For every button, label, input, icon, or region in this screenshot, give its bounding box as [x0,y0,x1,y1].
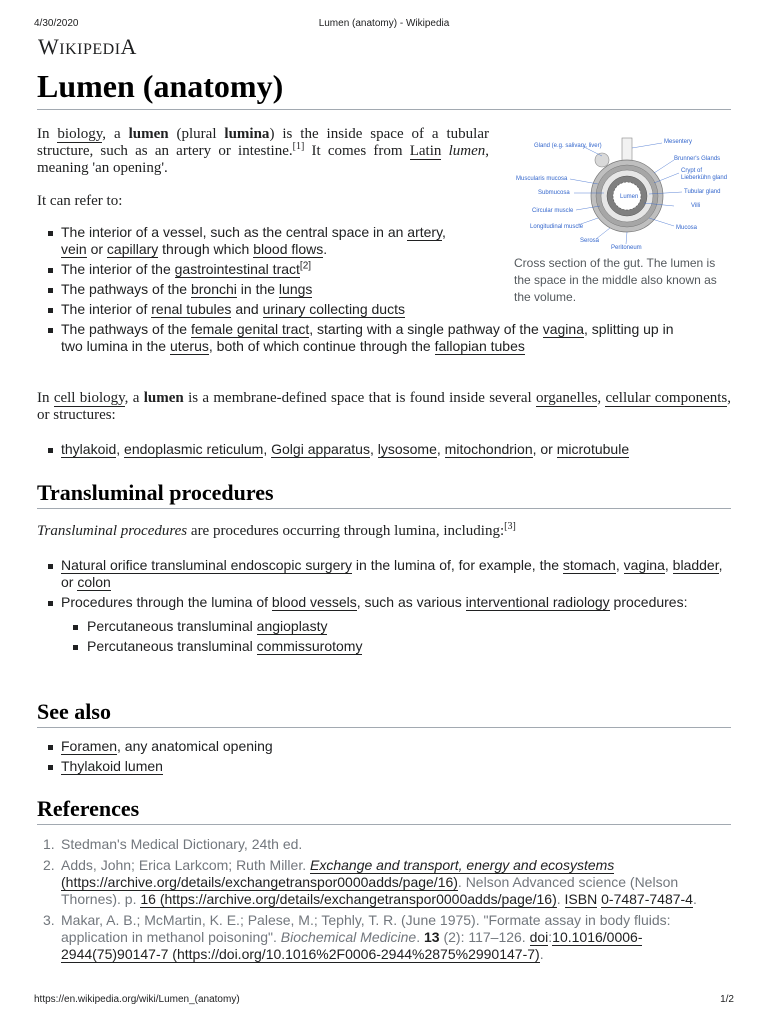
link-doi[interactable]: doi [529,929,549,945]
ref-1[interactable]: [1] [292,141,305,152]
see-also-list [37,738,731,775]
print-header [34,18,734,30]
link-golgi[interactable]: Golgi apparatus [271,441,370,457]
label-muscularis: Muscularis mucosa [516,176,568,182]
list-item: thylakoid, endoplasmic reticulum, Golgi apparatus, lysosome, mitochondrion, or microtubule [37,441,731,458]
link-urinary-ducts[interactable]: urinary collecting ducts [262,301,405,317]
label-mucosa: Mucosa [676,225,698,231]
label-mesentery: Mesentery [664,139,693,145]
list-item: The interior of a vessel, such as the central space in an artery, vein or capillary through which blood flows. [37,224,451,258]
cell-biology-paragraph: In cell biology, a lumen is a membrane-defined space that is found inside several organelles, cellular components, or structures: [37,390,732,423]
link-ref2-page[interactable]: 16 (https://archive.org/details/exchangetranspor0000adds/page/16) [140,891,557,907]
ref-2[interactable]: [2] [299,260,312,272]
heading-transluminal: Transluminal procedures [37,480,274,505]
title-divider [37,109,731,110]
heading-see-also: See also [37,699,111,724]
print-title: Lumen (anatomy) - Wikipedia [318,18,450,29]
link-gi-tract[interactable]: gastrointestinal tract [174,261,300,277]
gut-cross-section-figure[interactable] [514,128,729,253]
link-doi-number[interactable]: 10.1016/0006-2944(75)90147-7 (https://doi.org/10.1016%2F0006-2944%2875%2990147-7) [61,929,643,962]
link-interventional-radiology[interactable]: interventional radiology [465,594,610,610]
figure-caption: Cross section of the gut. The lumen is the space in the middle also known as the volume. [514,256,717,304]
link-fallopian-tubes[interactable]: fallopian tubes [434,338,525,354]
wordmark-text: WIKIPEDIA [38,34,137,59]
link-cell-biology[interactable]: cell biology [53,390,125,406]
reference-item: 1. Stedman's Medical Dictionary, 24th ed. [43,836,303,852]
list-item: The interior of renal tubules and urinary collecting ducts [37,301,697,318]
link-blood-vessels[interactable]: blood vessels [271,594,357,610]
term-lumen: lumen [128,126,169,142]
section-divider [37,508,731,509]
intro-paragraph: In biology, a lumen (plural lumina) is the inside space of a tubular structure, such as an artery or intestine.[1] It comes from Latin lumen, meaning 'an opening'. [37,126,490,176]
link-biology[interactable]: biology [57,126,103,142]
link-uterus[interactable]: uterus [169,338,209,354]
label-lieberkuhn: Lieberkühn gland [681,175,728,181]
link-bronchi[interactable]: bronchi [190,281,237,297]
label-circular: Circular muscle [532,208,574,214]
transluminal-intro: Transluminal procedures are procedures occurring through lumina, including:[3] [37,521,516,539]
label-longitudinal: Longitudinal muscle [530,224,584,230]
link-angioplasty[interactable]: angioplasty [256,618,328,634]
label-crypt: Crypt of [681,168,703,174]
link-renal-tubules[interactable]: renal tubules [151,301,232,317]
link-colon[interactable]: colon [77,574,111,590]
reference-item: 3. Makar, A. B.; McMartin, K. E.; Palese, M.; Tephly, T. R. (June 1975). "Formate assay in body fluids: application in methanol poisoning". Biochemical Medicine. 13 (2): 117–126. doi:10.1016/0006-2944(75)90147-7 (https://doi.org/10.1016%2F0006-2944%2875%2990147-7). [43,912,671,962]
print-url: https://en.wikipedia.org/wiki/Lumen_(anatomy) [34,994,240,1005]
link-female-genital-tract[interactable]: female genital tract [190,321,310,337]
link-latin[interactable]: Latin [409,143,442,159]
list-item: Natural orifice transluminal endoscopic surgery in the lumina of, for example, the stomach, vagina, bladder, or colon [37,557,731,591]
label-gland: Gland (e.g. salivary, liver) [534,143,602,149]
label-serosa: Serosa [580,238,600,244]
link-artery[interactable]: artery [407,224,443,240]
ref-3[interactable]: [3] [504,521,516,532]
list-item [37,758,731,775]
label-lumen: Lumen [620,194,639,200]
link-vein[interactable]: vein [61,241,87,257]
label-submucosa: Submucosa [538,190,570,196]
link-notes[interactable]: Natural orifice transluminal endoscopic surgery [61,557,353,573]
refer-intro: It can refer to: [37,193,123,209]
link-er[interactable]: endoplasmic reticulum [124,441,264,457]
list-item: The pathways of the bronchi in the lungs [37,281,697,298]
heading-references: References [37,796,140,821]
print-footer [34,994,734,1006]
link-isbn[interactable]: ISBN [564,891,598,907]
transluminal-list [37,557,731,655]
link-thylakoid[interactable]: thylakoid [61,441,117,457]
sub-list [61,618,731,655]
link-vagina-2[interactable]: vagina [623,557,665,573]
link-vagina[interactable]: vagina [542,321,584,337]
gut-diagram [514,128,729,253]
list-item: The pathways of the female genital tract, starting with a single pathway of the vagina, splitting up in two lumina in the uterus, both of which continue through the fallopian tubes [37,321,697,355]
term-lumina: lumina [224,126,270,142]
link-lungs[interactable]: lungs [278,281,313,297]
link-lysosome[interactable]: lysosome [377,441,437,457]
link-thylakoid-lumen[interactable]: Thylakoid lumen [61,758,163,774]
page-title: Lumen (anatomy) [37,68,284,104]
label-brunners: Brunner's Glands [674,156,721,162]
link-bladder[interactable]: bladder [672,557,719,573]
link-mitochondrion[interactable]: mitochondrion [444,441,533,457]
organelle-list [37,441,731,458]
link-organelles[interactable]: organelles [536,390,598,406]
label-tubular: Tubular gland [684,189,721,195]
list-item: The interior of the gastrointestinal tract[2] [37,261,697,278]
link-blood-flows[interactable]: blood flows [253,241,324,257]
link-cellular-components[interactable]: cellular components [605,390,728,406]
print-date: 4/30/2020 [34,18,79,29]
section-divider [37,727,731,728]
section-divider [37,824,731,825]
list-item: Foramen, any anatomical opening [37,738,731,755]
list-item: Procedures through the lumina of blood vessels, such as various interventional radiology procedures: Percutaneous transluminal angioplasty Percutaneous transluminal commissurotomy [37,594,731,655]
label-villi: Villi [691,203,701,209]
references-list [37,836,729,963]
link-ref2-title[interactable]: Exchange and transport, energy and ecosystems (https://archive.org/details/exchangetranspor0000adds/page/16) [61,857,615,890]
link-microtubule[interactable]: microtubule [556,441,630,457]
reference-item: 2. Adds, John; Erica Larkcom; Ruth Miller. Exchange and transport, energy and ecosystems (https://archive.org/details/exchangetranspor0000adds/page/16). Nelson Advanced science (Nelson Thornes). p. 16 (https://archive.org/details/exchangetranspor0000adds/page/16). ISBN 0-7487-7487-4. [43,857,697,907]
link-capillary[interactable]: capillary [106,241,159,257]
link-foramen[interactable]: Foramen [61,738,118,754]
link-commissurotomy[interactable]: commissurotomy [256,638,363,654]
list-item: Percutaneous transluminal angioplasty [61,618,731,635]
label-peritoneum: Peritoneum [611,245,642,251]
print-page-number: 1/2 [720,994,734,1005]
link-stomach[interactable]: stomach [562,557,616,573]
link-isbn-number[interactable]: 0-7487-7487-4 [601,891,693,907]
wikipedia-wordmark[interactable] [38,34,137,60]
list-item: Percutaneous transluminal commissurotomy [61,638,731,655]
